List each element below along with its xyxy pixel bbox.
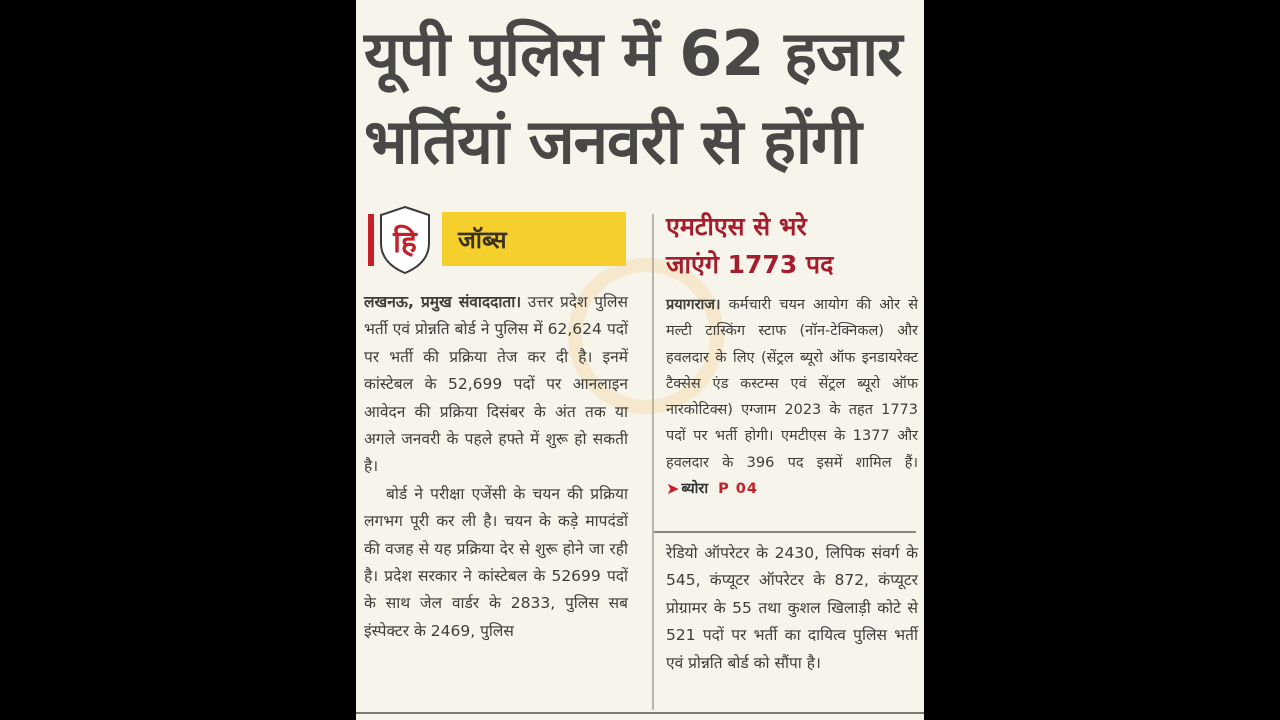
arrow-right-icon: ➤ [666, 479, 680, 499]
side-headline-line-1: एमटीएस से भरे [666, 212, 807, 241]
main-headline [364, 10, 916, 186]
side-story-paragraph [666, 292, 918, 503]
side-headline-line-2: जाएंगे 1773 पद [666, 250, 834, 279]
main-para-1-text: उत्तर प्रदेश पुलिस भर्ती एवं प्रोन्नति बोर्ड ने पुलिस में 62,624 पदों पर भर्ती की प्रक्रिया तेज कर दी है। इनमें कांस्टेबल के 52,699 पदों पर आनलाइन आवेदन की प्रक्रिया दिसंबर के अंत तक या अगले जनवरी के पहले हफ्ते में शुरू हो सकती है। [364, 293, 628, 476]
bottom-rule [356, 712, 924, 714]
main-story-continued: रेडियो ऑपरेटर के 2430, लिपिक संवर्ग के 545, कंप्यूटर ऑपरेटर के 872, कंप्यूटर प्रोग्रामर के 55 तथा कुशल खिलाड़ी कोटे से 521 पदों पर भर्ती का दायित्व पुलिस भर्ती एवं प्रोन्नति बोर्ड को सौंपा है। [666, 544, 918, 672]
main-dateline: लखनऊ, प्रमुख संवाददाता। [364, 293, 522, 311]
side-story-headline [666, 208, 916, 284]
section-label: जॉब्स [458, 225, 507, 254]
section-accent-bar [368, 214, 374, 266]
newspaper-clipping [356, 0, 924, 720]
hindustan-logo-icon [378, 205, 432, 275]
more-label: ब्योरा [681, 481, 709, 498]
main-story-column [364, 289, 628, 645]
headline-line-2: भर्तियां जनवरी से होंगी [364, 105, 861, 178]
main-story-para-2: बोर्ड ने परीक्षा एजेंसी के चयन की प्रक्रिया लगभग पूरी कर ली है। चयन के कड़े मापदंडों की वजह से यह प्रक्रिया देर से शुरू होने जा रही है। प्रदेश सरकार ने कांस्टेबल के 52699 पदों के साथ जेल वार्डर के 2833, पुलिस सब इंस्पेक्टर के 2469, पुलिस [364, 484, 628, 640]
column-divider [652, 214, 654, 710]
side-body-text: कर्मचारी चयन आयोग की ओर से मल्टी टास्किंग स्टाफ (नॉन-टेक्निकल) और हवलदार के लिए (सेंट्रल ब्यूरो ऑफ इनडायरेक्ट टैक्सेस एंड कस्टम्स एवं सेंट्रल ब्यूरो ऑफ नारकोटिक्स) एग्जाम 2023 के तहत 1773 पदों पर भर्ती होगी। एमटीएस के 1377 और हवलदार के 396 पद इसमें शामिल हैं। [666, 297, 918, 471]
headline-line-1: यूपी पुलिस में 62 हजार [364, 17, 902, 90]
logo-letter: हि [393, 225, 417, 260]
main-story-continued-column [666, 540, 918, 677]
side-dateline: प्रयागराज। [666, 297, 721, 313]
side-story-body [666, 292, 918, 503]
section-label-band [442, 212, 626, 266]
side-story-rule [654, 531, 916, 533]
more-page: P 04 [718, 481, 758, 498]
main-story-para-1 [364, 289, 628, 481]
continued-reference [666, 476, 758, 502]
